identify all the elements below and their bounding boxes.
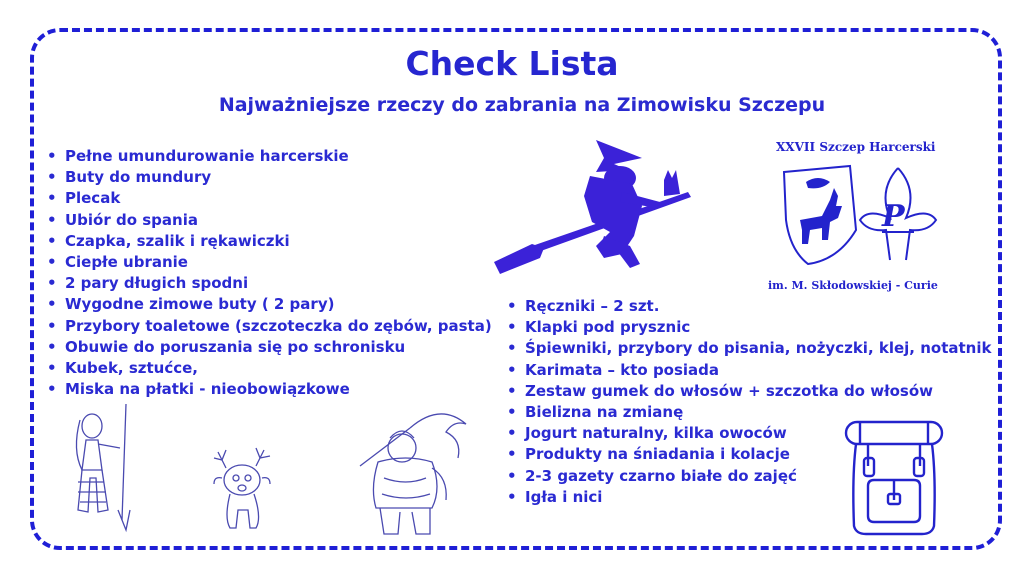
emblem-title: XXVII Szczep Harcerski	[776, 140, 936, 154]
list-item: • Plecak	[45, 188, 492, 209]
list-item: • Śpiewniki, przybory do pisania, nożyczki, klej, notatnik	[505, 338, 991, 359]
list-item: • Wygodne zimowe buty ( 2 pary)	[45, 294, 492, 315]
page-subtitle: Najważniejsze rzeczy do zabrania na Zimowisku Szczepu	[218, 94, 826, 116]
list-item: • Karimata – kto posiada	[505, 360, 991, 381]
list-item: • Buty do mundury	[45, 167, 492, 188]
list-item: • Ręczniki – 2 szt.	[505, 296, 991, 317]
backpack-icon	[838, 416, 950, 540]
left-checklist	[45, 146, 492, 400]
list-item: • 2-3 gazety czarno białe do zajęć	[505, 466, 991, 487]
page-title: Check Lista	[405, 44, 619, 83]
list-item: • Klapki pod prysznic	[505, 317, 991, 338]
reindeer-drawing	[208, 448, 283, 533]
list-item: • Obuwie do poruszania się po schronisku	[45, 337, 492, 358]
list-item: • Ubiór do spania	[45, 210, 492, 231]
list-item: • Ciepłe ubranie	[45, 252, 492, 273]
moana-drawing	[68, 400, 138, 535]
list-item: • Przybory toaletowe (szczoteczka do zębów, pasta)	[45, 316, 492, 337]
list-item: • Bielizna na zmianę	[505, 402, 991, 423]
maui-drawing	[350, 408, 475, 538]
list-item: • Jogurt naturalny, kilka owoców	[505, 423, 991, 444]
list-item: • Produkty na śniadania i kolacje	[505, 444, 991, 465]
list-item: • Pełne umundurowanie harcerskie	[45, 146, 492, 167]
list-item: • Igła i nici	[505, 487, 991, 508]
troop-emblem-icon	[778, 160, 948, 272]
list-item: • Zestaw gumek do włosów + szczotka do włosów	[505, 381, 991, 402]
witch-silhouette-icon	[492, 136, 707, 276]
list-item: • 2 pary długich spodni	[45, 273, 492, 294]
svg-text:P: P	[882, 199, 905, 234]
list-item: • Miska na płatki - nieobowiązkowe	[45, 379, 492, 400]
list-item: • Kubek, sztućce,	[45, 358, 492, 379]
list-item: • Czapka, szalik i rękawiczki	[45, 231, 492, 252]
emblem-subtitle: im. M. Skłodowskiej - Curie	[768, 279, 938, 292]
